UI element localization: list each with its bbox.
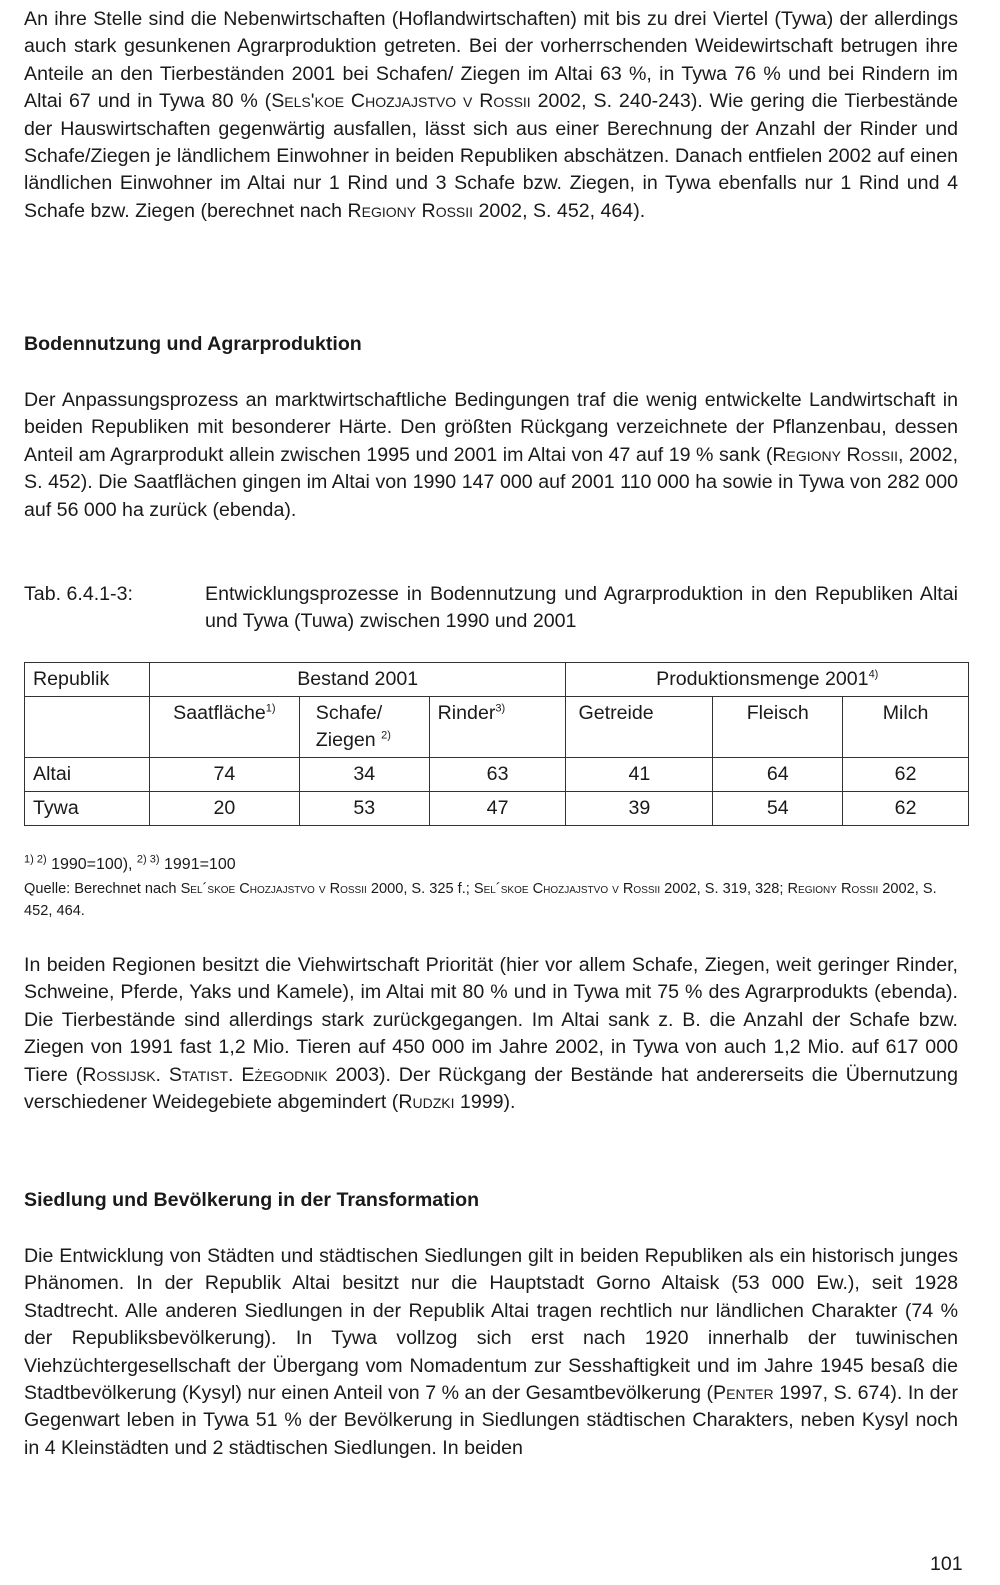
cell-saatflaeche: 74 [149,758,299,792]
source-text: Quelle: Berechnet nach [24,881,181,897]
header-getreide: Getreide [566,697,713,758]
table-header-row [25,663,969,697]
footnote-marker: 1) [265,702,276,715]
cell-schafe: 53 [299,792,429,826]
cell-milch: 62 [843,792,969,826]
cell-fleisch: 64 [713,758,843,792]
citation: Sels'koe Chozjajstvo v Rossii [271,90,531,113]
citation: Rudzki [398,1091,455,1114]
header-milch: Milch [843,697,969,758]
text-span: 2002, S. 240-243). Wie gering die Tierbestände der Hauswirtschaften gegenwärtig ausfallen, lässt sich aus einer Berechnung der Anzahl der Rinder und Schafe/Ziegen je ländlichem Einwohner in beiden Republiken abschätzen. Danach entfielen 2002 auf einen ländlichen Einwohner im Altai nur 1 Rind und 3 Schafe bzw. Ziegen, in Tywa ebenfalls nur 1 Rind und 4 Schafe bzw. Ziegen (berechnet nach [24,90,958,222]
text-span: , 2002, S. 452). Die Saatflächen gingen im Altai von 1990 147 000 auf 2001 110 000 ha sowie in Tywa von 282 000 auf 56 000 ha zurück (ebenda). [24,443,959,521]
text-span: Der Anpassungsprozess an marktwirtschaftliche Bedingungen traf die wenig entwickelte Landwirtschaft in beiden Republiken mit besonderer Härte. Den größten Rückgang verzeichnete der Pflanzenbau, dessen Anteil am Agrarprodukt allein zwischen 1995 und 2001 im Altai von 47 auf 19 % sank ( [24,389,958,466]
header-produktionsmenge-2001 [566,663,969,697]
footnote-marker: 1) 2) [24,853,47,866]
header-text: Ziegen [315,729,376,751]
cell-rinder: 47 [429,792,566,826]
source-text: 2002, S. 452, 464. [24,881,937,919]
header-bestand-2001: Bestand 2001 [149,663,566,697]
header-empty-cell [25,697,150,758]
header-schafe-ziegen [299,697,429,758]
table-subheader-row [25,697,969,758]
footnote-text: 1991=100 [159,856,236,873]
text-span: Die Entwicklung von Städten und städtischen Siedlungen gilt in beiden Republiken als ein historisch junges Phänomen. In der Republik Altai besitzt nur die Hauptstadt Gorno Altaisk (53 000 Ew.), seit 1928 Stadtrecht. Alle anderen Siedlungen in der Republik Altai tragen rechtlich nur ländlichen Charakter (74 % der Republiksbevölkerung). In Tywa vollzog sich erst nach 1920 innerhalb der tuwinischen Viehzüchtergesellschaft der Übergang vom Nomadentum zur Sesshaftigkeit und im Jahre 1945 besaß die Stadtbevölkerung (Kysyl) nur einen Anteil von 7 % an der Gesamtbevölkerung ( [24,1245,958,1405]
row-label: Tywa [25,792,150,826]
row-label: Altai [25,758,150,792]
header-republik: Republik [25,663,150,697]
footnote-marker: 2) 3) [136,853,160,866]
text-span: 1997, S. 674). In der Gegenwart leben in Tywa 51 % der Bevölkerung in Siedlungen städtischen Charakters, neben Kysyl noch in 4 Kleinstädten und 2 städtischen Siedlungen. In beiden [24,1382,958,1459]
source-text: 2000, S. 325 f.; [366,881,474,897]
footnote-marker: 2) [381,729,391,742]
citation: Regiony Rossii [772,443,899,466]
table-caption-text: Entwicklungsprozesse in Bodennutzung und Agrarproduktion in den Republiken Altai und Tywa (Tuwa) zwischen 1990 und 2001 [205,583,958,633]
header-rinder [429,697,566,758]
cell-getreide: 39 [566,792,713,826]
header-saatflaeche [149,697,299,758]
footnote-text: 1990=100), [46,856,137,873]
header-text: Saatfläche [173,702,266,724]
citation: Penter [713,1382,774,1405]
cell-rinder: 63 [429,758,566,792]
header-text: Schafe/ [315,702,383,724]
table-row [25,792,969,826]
paragraph-staedte [24,1243,958,1462]
cell-schafe: 34 [299,758,429,792]
section-heading-siedlung: Siedlung und Bevölkerung in der Transformation [24,1189,480,1211]
table-source [24,878,964,922]
cell-milch: 62 [843,758,969,792]
table-caption-label: Tab. 6.4.1-3: [24,583,133,605]
footnote-marker: 3) [495,702,506,715]
text-span: An ihre Stelle sind die Nebenwirtschaften (Hoflandwirtschaften) mit bis zu drei Viertel (Tywa) der allerdings auch stark gesunkenen Agrarproduktion getreten. Bei der vorherrschenden Weidewirtschaft betrugen ihre Anteile an den Tierbeständen 2001 bei Schafen/ Ziegen im Altai 63 %, in Tywa 76 % und bei Rindern im Altai 67 und in Tywa 80 % ( [24,8,958,113]
cell-getreide: 41 [566,758,713,792]
citation: Regiony Rossii [787,881,879,897]
citation: Rossijsk. Statist. Eżegodnik [82,1063,328,1086]
paragraph-viehwirtschaft [24,952,958,1116]
citation: Regiony Rossii [347,199,474,222]
page-number: 101 [930,1553,963,1575]
data-table [24,662,969,826]
citation: Sel´skoe Chozjajstvo v Rossii [473,881,661,897]
text-span: 2003). Der Rückgang der Bestände hat andererseits die Übernutzung verschiedener Weidegebiete abgemindert ( [24,1063,958,1114]
header-fleisch: Fleisch [713,697,843,758]
table-footnote [24,855,236,875]
header-text: Produktionsmenge 2001 [656,668,869,690]
citation: Sel´skoe Chozjajstvo v Rossii [180,881,367,897]
paragraph-anpassungsprozess [24,387,958,524]
text-span: In beiden Regionen besitzt die Viehwirtschaft Priorität (hier vor allem Schafe, Ziegen, weit geringer Rinder, Schweine, Pferde, Yaks und Kamele), im Altai mit 80 % und in Tywa mit 75 % des Agrarprodukts (ebenda). Die Tierbestände sind allerdings stark zurückgegangen. Im Altai sank z. B. die Anzahl der Schafe bzw. Ziegen von 1991 fast 1,2 Mio. Tieren auf 450 000 im Jahre 2002, in Tywa von auch 1,2 Mio. auf 617 000 Tiere ( [24,954,958,1086]
paragraph-hofwirtschaften [24,6,958,225]
cell-fleisch: 54 [713,792,843,826]
data-table-container [24,662,969,826]
table-row [25,758,969,792]
header-text: Rinder [437,702,496,724]
cell-saatflaeche: 20 [149,792,299,826]
section-heading-bodennutzung: Bodennutzung und Agrarproduktion [24,333,362,355]
footnote-marker: 4) [868,668,879,681]
source-text: 2002, S. 319, 328; [660,881,788,897]
text-span: 1999). [454,1091,516,1114]
text-span: 2002, S. 452, 464). [473,199,646,222]
